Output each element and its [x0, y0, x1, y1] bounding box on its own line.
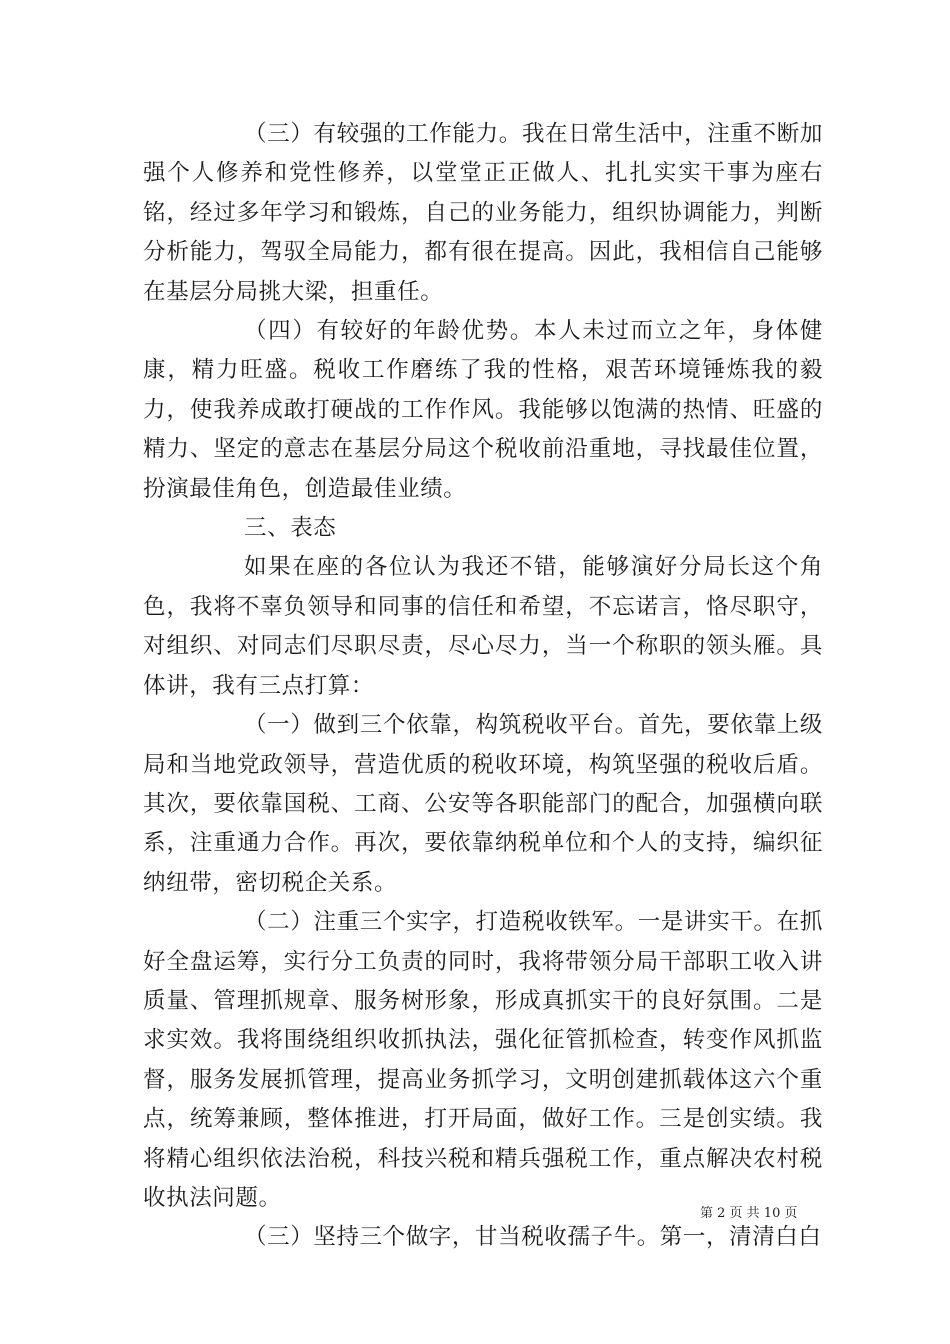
- document-body: [143, 115, 823, 1258]
- paragraph-three-reliances: （一）做到三个依靠，构筑税收平台。首先，要依靠上级局和当地党政领导，营造优质的税收环境，构筑坚强的税收后盾。其次，要依靠国税、工商、公安等各职能部门的配合，加强横向联系，注重通力合作。再次，要依靠纳税单位和个人的支持，编织征纳纽带，密切税企关系。: [143, 712, 823, 896]
- page-number-footer: 第 2 页 共 10 页: [700, 1206, 798, 1221]
- paragraph-three-solid: （二）注重三个实字，打造税收铁军。一是讲实干。在抓好全盘运筹，实行分工负责的同时，我将带领分局干部职工收入讲质量、管理抓规章、服务树形象，形成真抓实干的良好氛围。二是求实效。我将围绕组织收抓执法，强化征管抓检查，转变作风抓监督，服务发展抓管理，提高业务抓学习，文明创建抓载体这六个重点，统筹兼顾，整体推进，打开局面，做好工作。三是创实绩。我将精心组织依法治税，科技兴税和精兵强税工作，重点解决农村税收执法问题。: [143, 909, 823, 1211]
- paragraph-statement-intro: 如果在座的各位认为我还不错，能够演好分局长这个角色，我将不辜负领导和同事的信任和希望，不忘诺言，恪尽职守，对组织、对同志们尽职尽责，尽心尽力，当一个称职的领头雁。具体讲，我有三点打算：: [143, 554, 823, 699]
- section-heading-statement: 三、表态: [244, 515, 337, 542]
- paragraph-three-do: （三）坚持三个做字，甘当税收孺子牛。第一，清清白白: [244, 1224, 822, 1251]
- paragraph-age-advantage: （四）有较好的年龄优势。本人未过而立之年，身体健康，精力旺盛。税收工作磨练了我的性格，艰苦环境锤炼我的毅力，使我养成敢打硬战的工作作风。我能够以饱满的热情、旺盛的精力、坚定的意志在基层分局这个税收前沿重地，寻找最佳位置，扮演最佳角色，创造最佳业绩。: [143, 318, 823, 502]
- paragraph-ability: （三）有较强的工作能力。我在日常生活中，注重不断加强个人修养和党性修养，以堂堂正正做人、扎扎实实干事为座右铭，经过多年学习和锻炼，自己的业务能力，组织协调能力，判断分析能力，驾驭全局能力，都有很在提高。因此，我相信自己能够在基层分局挑大梁，担重任。: [143, 121, 823, 305]
